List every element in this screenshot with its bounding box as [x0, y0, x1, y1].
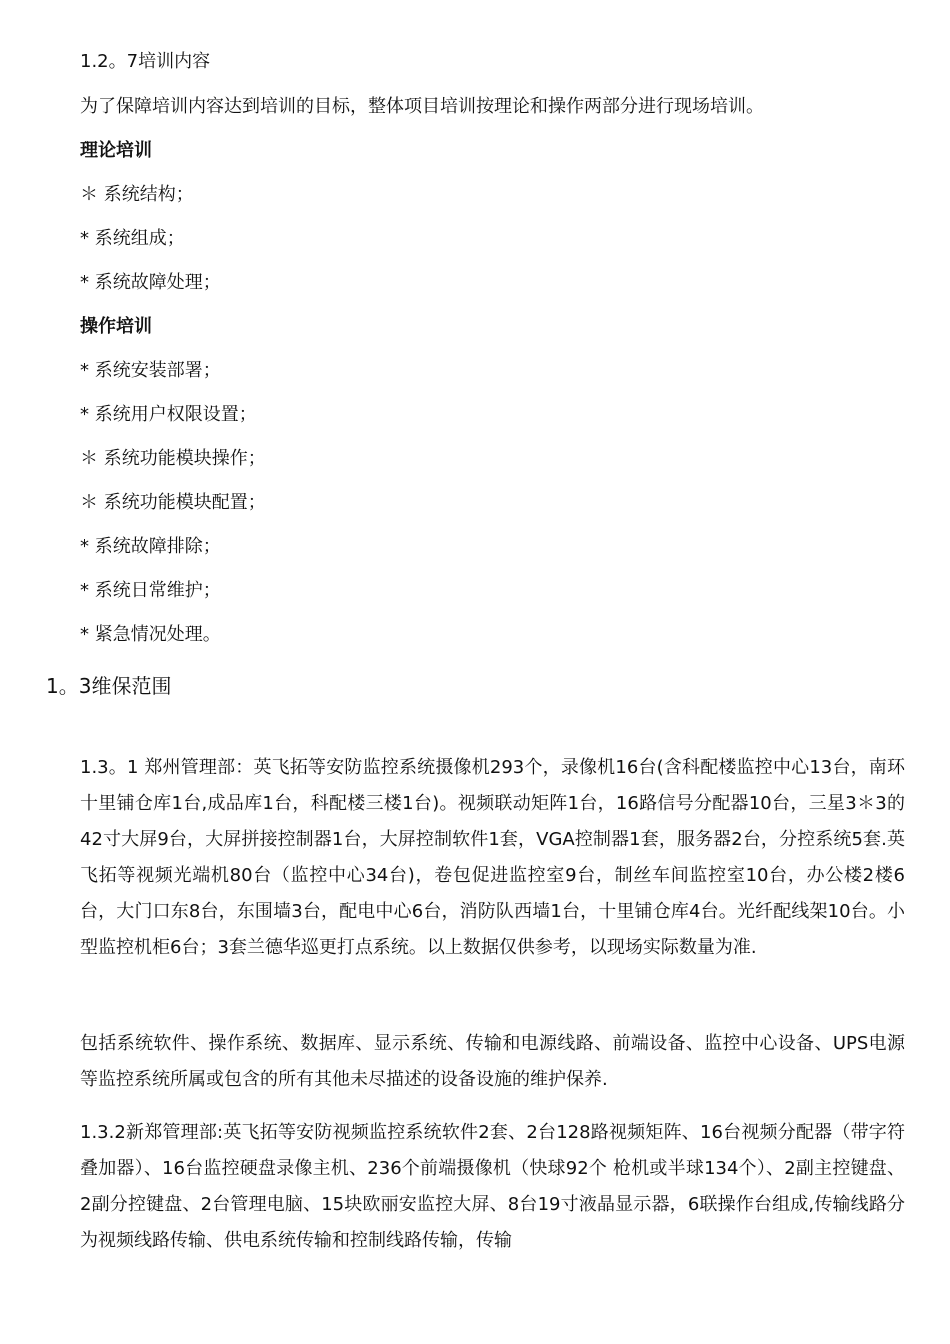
operation-item-emergency: * 紧急情况处理。: [80, 624, 221, 645]
training-intro-paragraph: 为了保障培训内容达到培训的目标，整体项目培训按理论和操作两部分进行现场培训。: [80, 96, 764, 117]
theory-item-fault-handling: * 系统故障处理；: [80, 272, 221, 293]
section-heading-1-2-7: 1.2。7培训内容: [80, 51, 211, 72]
theory-training-title: 理论培训: [80, 140, 152, 161]
operation-item-module-config: ＊ 系统功能模块配置；: [80, 492, 266, 513]
section-heading-1-3: 1。3维保范围: [46, 674, 172, 698]
scope-paragraph-coverage: 包括系统软件、操作系统、数据库、显示系统、传输和电源线路、前端设备、监控中心设备、UPS电源等监控系统所属或包含的所有其他未尽描述的设备设施的维护保养.: [80, 1033, 905, 1090]
operation-training-title: 操作培训: [80, 316, 152, 337]
theory-item-composition: * 系统组成；: [80, 228, 185, 249]
operation-item-troubleshoot: * 系统故障排除；: [80, 536, 221, 557]
operation-item-module-operation: ＊ 系统功能模块操作；: [80, 448, 266, 469]
scope-paragraph-zhengzhou: 1.3。1 郑州管理部：英飞拓等安防监控系统摄像机293个，录像机16台(含科配楼监控中心13台，南环十里铺仓库1台,成品库1台，科配楼三楼1台)。视频联动矩阵1台，16路信号分配器10台，三星3＊3的42寸大屏9台，大屏拼接控制器1台，大屏控制软件1套，VGA控制器1套，服务器2台，分控系统5套.英飞拓等视频光端机80台（监控中心34台)，卷包促进监控室9台，制丝车间监控室10台，办公楼2楼6台，大门口东8台，东围墙3台，配电中心6台，消防队西墙1台，十里铺仓库4台。光纤配线架10台。小型监控机柜6台；3套兰德华巡更打点系统。以上数据仅供参考，以现场实际数量为准.: [80, 757, 905, 958]
operation-item-permissions: * 系统用户权限设置；: [80, 404, 257, 425]
operation-item-install: * 系统安装部署；: [80, 360, 221, 381]
operation-item-maintenance: * 系统日常维护；: [80, 580, 221, 601]
theory-item-structure: ＊ 系统结构；: [80, 184, 194, 205]
scope-paragraph-xinzheng: 1.3.2新郑管理部:英飞拓等安防视频监控系统软件2套、2台128路视频矩阵、16台视频分配器（带字符叠加器）、16台监控硬盘录像主机、236个前端摄像机（快球92个 枪机或半球134个）、2副主控键盘、2副分控键盘、2台管理电脑、15块欧丽安监控大屏、8台19寸液晶显示器，6联操作台组成,传输线路分为视频线路传输、供电系统传输和控制线路传输，传输: [80, 1122, 905, 1251]
